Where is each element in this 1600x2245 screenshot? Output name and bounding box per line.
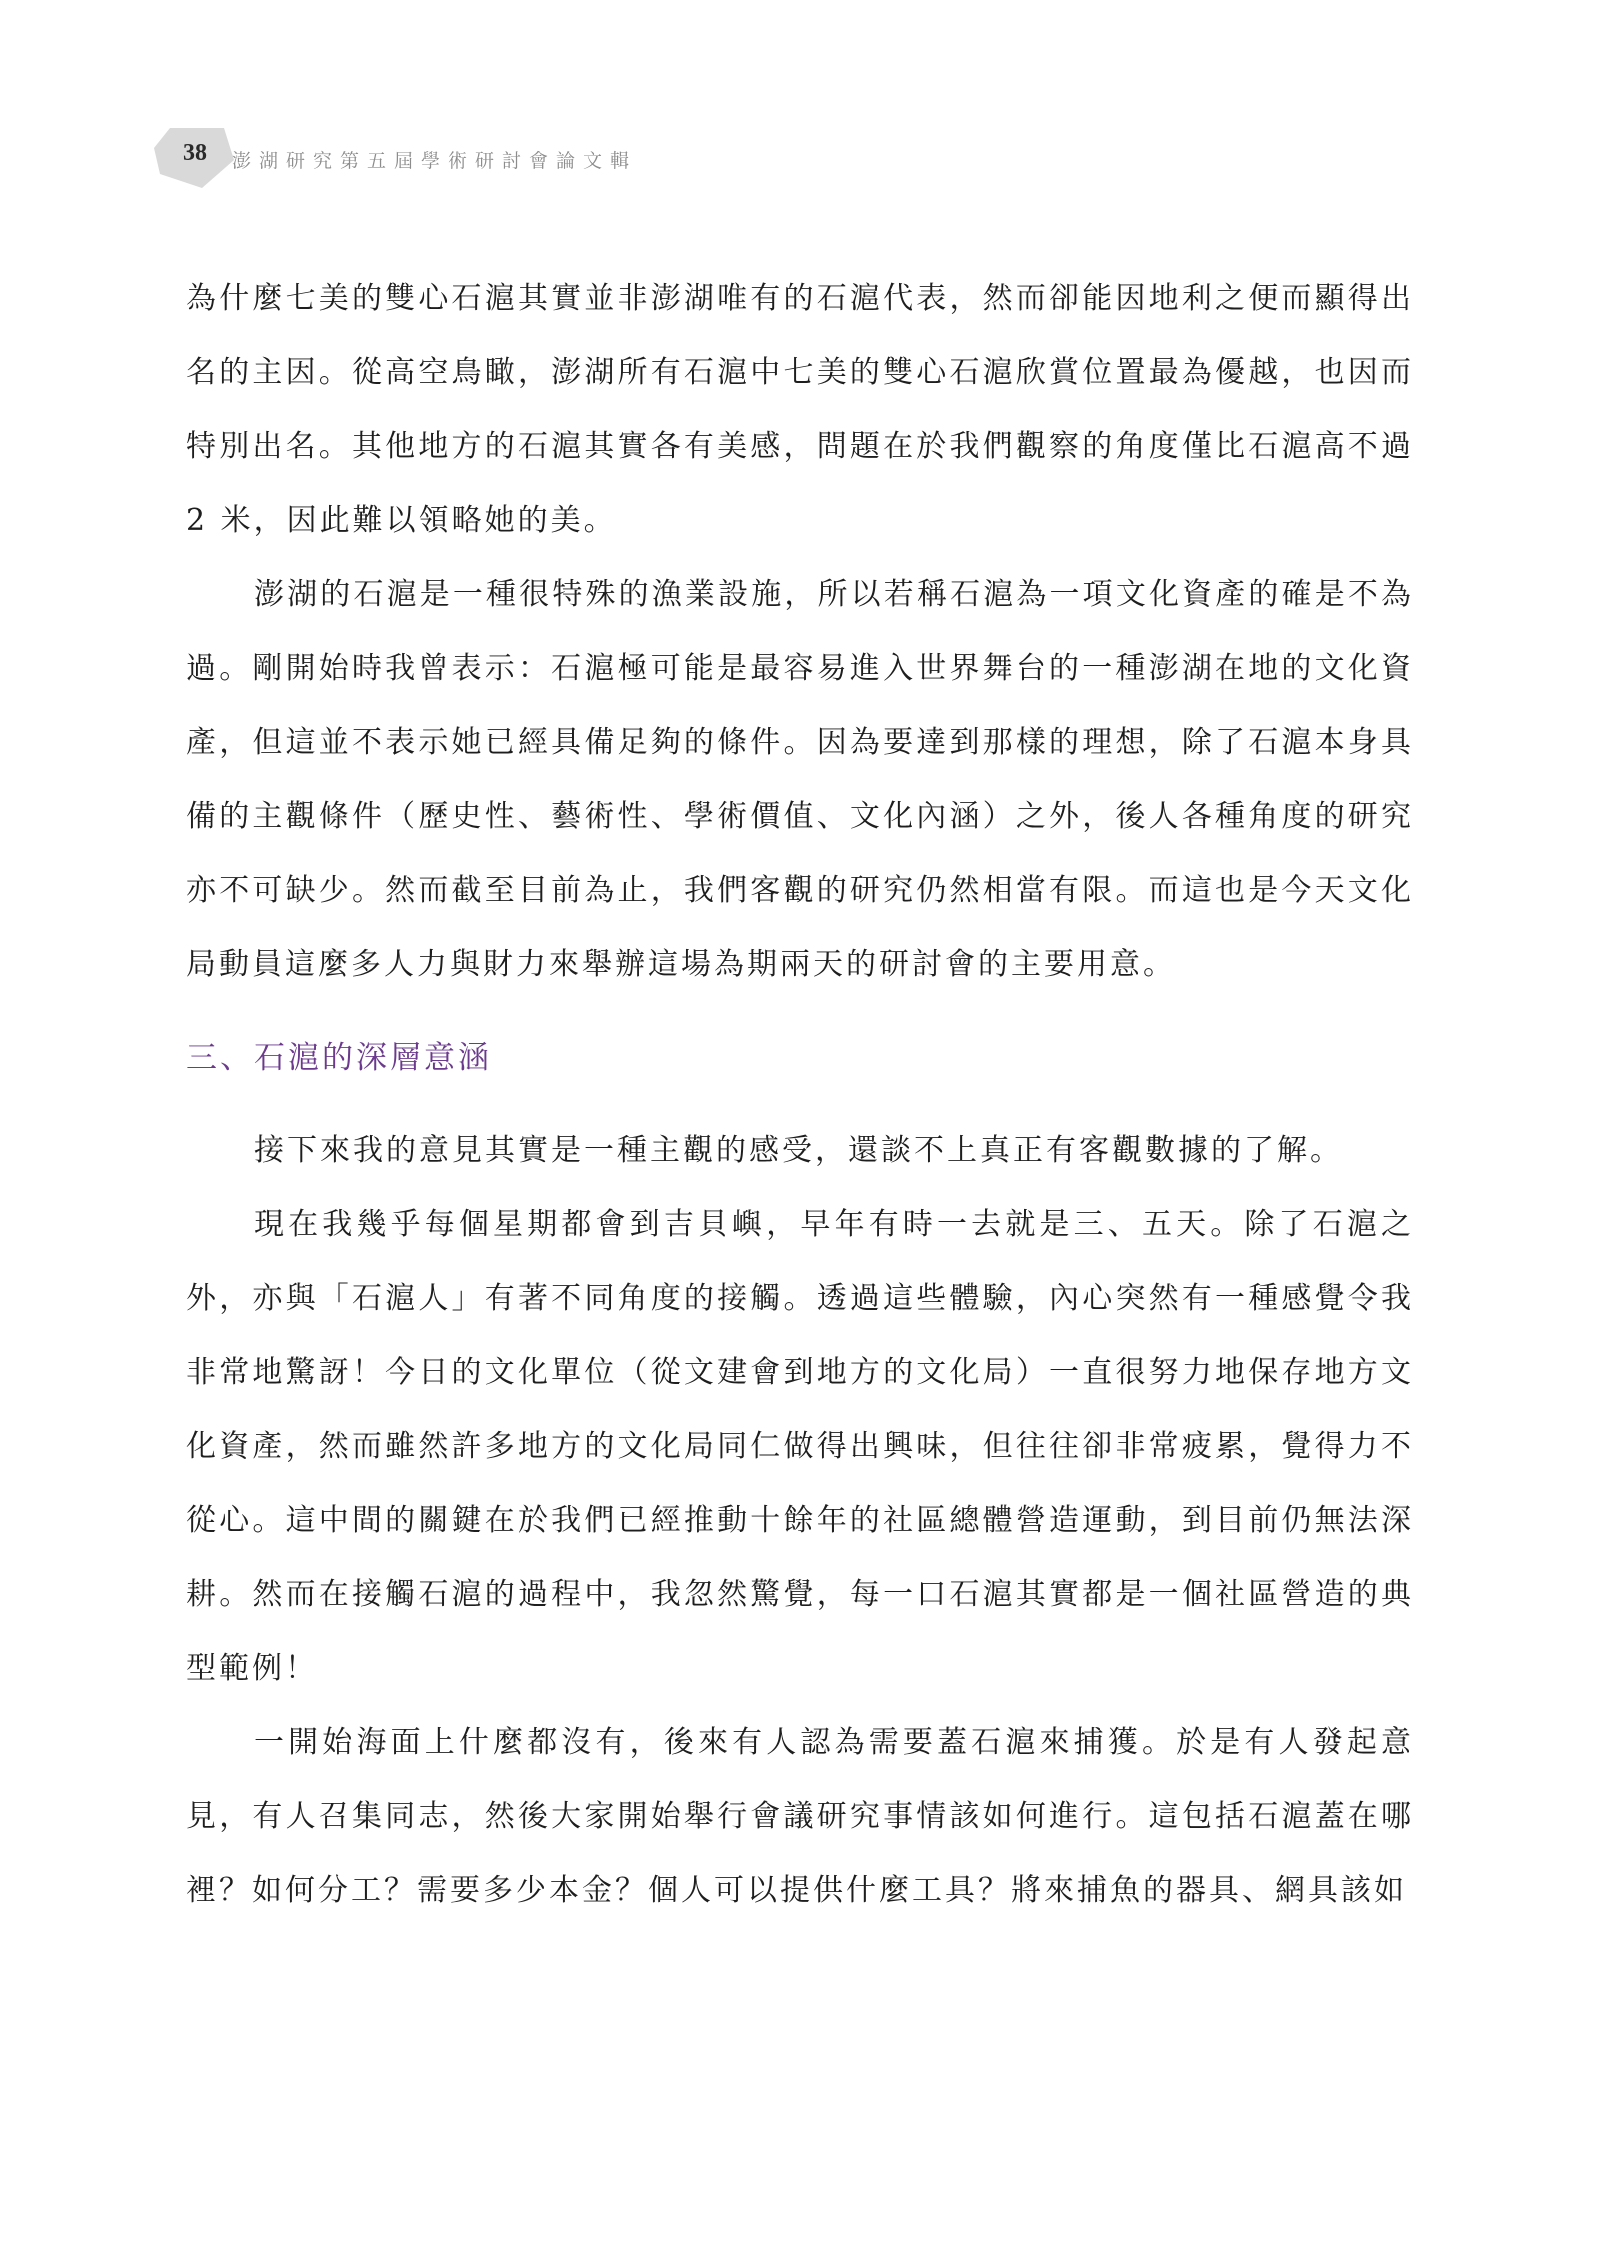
page-number: 38: [183, 140, 207, 166]
body-paragraph: 現在我幾乎每個星期都會到吉貝嶼，早年有時一去就是三、五天。除了石滬之外，亦與「石滬人」有著不同角度的接觸。透過這些體驗，內心突然有一種感覺令我非常地驚訝！今日的文化單位（從文建會到地方的文化局）一直很努力地保存地方文化資產，然而雖然許多地方的文化局同仁做得出興味，但往往卻非常疲累，覺得力不從心。這中間的關鍵在於我們已經推動十餘年的社區總體營造運動，到目前仍無法深耕。然而在接觸石滬的過程中，我忽然驚覺，每一口石滬其實都是一個社區營造的典型範例！: [186, 1207, 1414, 1686]
running-title: 澎湖研究第五屆學術研討會論文輯: [232, 150, 638, 172]
page-number-badge: [154, 126, 236, 190]
body-paragraph: 接下來我的意見其實是一種主觀的感受，還談不上真正有客觀數據的了解。: [254, 1133, 1343, 1168]
body-paragraph: 為什麼七美的雙心石滬其實並非澎湖唯有的石滬代表，然而卻能因地利之便而顯得出名的主因。從高空鳥瞰，澎湖所有石滬中七美的雙心石滬欣賞位置最為優越，也因而特別出名。其他地方的石滬其實各有美感，問題在於我們觀察的角度僅比石滬高不過 2 米，因此難以領略她的美。: [186, 281, 1414, 538]
body-paragraph: 一開始海面上什麼都沒有，後來有人認為需要蓋石滬來捕獲。於是有人發起意見，有人召集同志，然後大家開始舉行會議研究事情該如何進行。這包括石滬蓋在哪裡？如何分工？需要多少本金？個人可以提供什麼工具？將來捕魚的器具、網具該如: [186, 1725, 1414, 1908]
body-paragraph: 澎湖的石滬是一種很特殊的漁業設施，所以若稱石滬為一項文化資產的確是不為過。剛開始時我曾表示：石滬極可能是最容易進入世界舞台的一種澎湖在地的文化資產，但這並不表示她已經具備足夠的條件。因為要達到那樣的理想，除了石滬本身具備的主觀條件（歷史性、藝術性、學術價值、文化內涵）之外，後人各種角度的研究亦不可缺少。然而截至目前為止，我們客觀的研究仍然相當有限。而這也是今天文化局動員這麼多人力與財力來舉辦這場為期兩天的研討會的主要用意。: [186, 577, 1414, 982]
section-heading: 三、石滬的深層意涵: [186, 1040, 492, 1076]
running-header: [154, 126, 854, 190]
page-body: [186, 262, 1414, 1928]
